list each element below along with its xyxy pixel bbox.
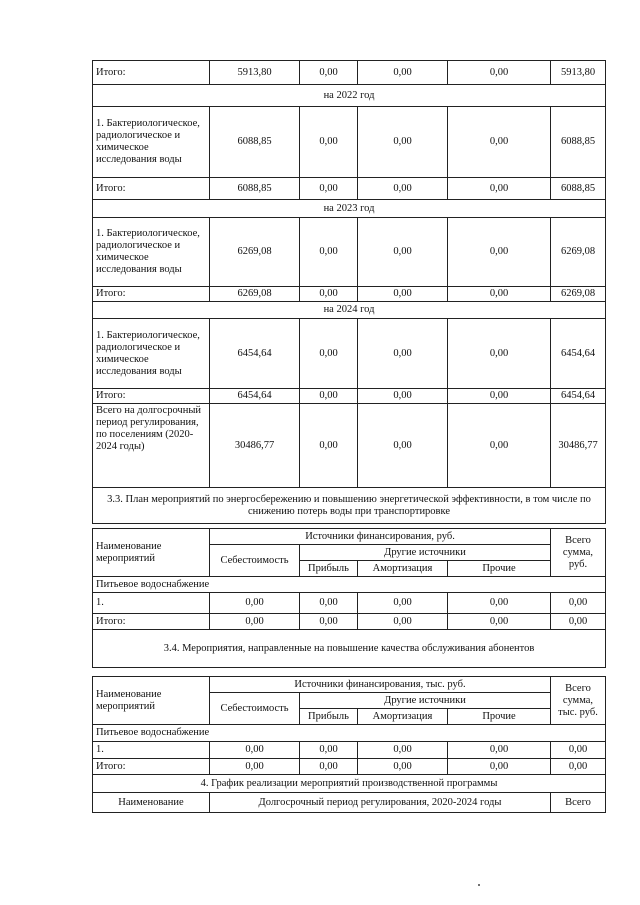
year-heading-row	[93, 85, 606, 107]
cost-value: 6088,85	[210, 107, 300, 178]
cost-value: 6088,85	[210, 178, 300, 200]
col-header-name: Наименование мероприятий	[93, 677, 210, 725]
profit-value: 0,00	[300, 319, 358, 389]
profit-value: 0,00	[300, 389, 358, 404]
profit-value: 0,00	[300, 178, 358, 200]
total-label: Итого:	[93, 178, 210, 200]
amortization-value: 0,00	[358, 593, 448, 614]
table-row	[93, 614, 606, 630]
section-heading-row	[93, 630, 606, 668]
section-3-3-heading: 3.3. План мероприятий по энергосбережению и повышению энергетической эффективности, в том числе по снижению потерь воды при транспортировке	[93, 488, 606, 524]
grand-total-label: Всего на долгосрочный период регулирования, по поселениям (2020-2024 годы)	[93, 404, 210, 488]
other-value: 0,00	[448, 319, 551, 389]
other-value: 0,00	[448, 759, 551, 775]
scan-speck	[478, 884, 480, 886]
activity-name: 1. Бактериологическое, радиологическое и химическое исследования воды	[93, 319, 210, 389]
table-row	[93, 61, 606, 85]
amortization-value: 0,00	[358, 178, 448, 200]
amortization-value: 0,00	[358, 319, 448, 389]
col-header-name: Наименование	[93, 793, 210, 813]
other-value: 0,00	[448, 593, 551, 614]
col-header-sources: Источники финансирования, тыс. руб.	[210, 677, 551, 693]
table-row	[93, 287, 606, 302]
cost-value: 5913,80	[210, 61, 300, 85]
total-value: 0,00	[551, 742, 606, 759]
other-value: 0,00	[448, 61, 551, 85]
total-value: 30486,77	[551, 404, 606, 488]
total-value: 0,00	[551, 759, 606, 775]
total-value: 0,00	[551, 593, 606, 614]
table-row	[93, 593, 606, 614]
amortization-value: 0,00	[358, 389, 448, 404]
total-value: 6269,08	[551, 218, 606, 287]
total-value: 6269,08	[551, 287, 606, 302]
col-header-total: Всего сумма, руб.	[551, 529, 606, 577]
cost-value: 6454,64	[210, 389, 300, 404]
amortization-value: 0,00	[358, 742, 448, 759]
service-quality-table	[92, 676, 606, 813]
activity-name: 1. Бактериологическое, радиологическое и химическое исследования воды	[93, 218, 210, 287]
col-header-profit: Прибыль	[300, 561, 358, 577]
profit-value: 0,00	[300, 759, 358, 775]
year-heading: на 2022 год	[93, 85, 606, 107]
profit-value: 0,00	[300, 287, 358, 302]
section-heading-row	[93, 488, 606, 524]
section-3-4-heading: 3.4. Мероприятия, направленные на повышение качества обслуживания абонентов	[93, 630, 606, 668]
profit-value: 0,00	[300, 614, 358, 630]
total-value: 6454,64	[551, 319, 606, 389]
cost-summary-table	[92, 60, 606, 524]
activity-name: 1. Бактериологическое, радиологическое и химическое исследования воды	[93, 107, 210, 178]
amortization-value: 0,00	[358, 759, 448, 775]
energy-saving-table	[92, 528, 606, 668]
year-heading: на 2023 год	[93, 200, 606, 218]
col-header-cost: Себестоимость	[210, 693, 300, 725]
col-header-total: Всего сумма, тыс. руб.	[551, 677, 606, 725]
col-header-other-sources: Другие источники	[300, 545, 551, 561]
row-label: 1.	[93, 593, 210, 614]
amortization-value: 0,00	[358, 287, 448, 302]
amortization-value: 0,00	[358, 614, 448, 630]
profit-value: 0,00	[300, 107, 358, 178]
amortization-value: 0,00	[358, 404, 448, 488]
profit-value: 0,00	[300, 218, 358, 287]
total-label: Итого:	[93, 61, 210, 85]
total-label: Итого:	[93, 389, 210, 404]
amortization-value: 0,00	[358, 107, 448, 178]
col-header-other: Прочие	[448, 709, 551, 725]
group-label: Питьевое водоснабжение	[93, 577, 606, 593]
table-row	[93, 759, 606, 775]
cost-value: 30486,77	[210, 404, 300, 488]
total-value: 5913,80	[551, 61, 606, 85]
total-label: Итого:	[93, 759, 210, 775]
cost-value: 0,00	[210, 742, 300, 759]
cost-value: 6269,08	[210, 287, 300, 302]
table-row	[93, 107, 606, 178]
col-header-name: Наименование мероприятий	[93, 529, 210, 577]
col-header-cost: Себестоимость	[210, 545, 300, 577]
col-header-other-sources: Другие источники	[300, 693, 551, 709]
other-value: 0,00	[448, 218, 551, 287]
other-value: 0,00	[448, 389, 551, 404]
year-heading: на 2024 год	[93, 302, 606, 319]
section-heading-row	[93, 775, 606, 793]
other-value: 0,00	[448, 742, 551, 759]
group-row	[93, 577, 606, 593]
section-4-heading: 4. График реализации мероприятий производственной программы	[93, 775, 606, 793]
cost-value: 6454,64	[210, 319, 300, 389]
table-row	[93, 218, 606, 287]
row-label: 1.	[93, 742, 210, 759]
col-header-period: Долгосрочный период регулирования, 2020-2024 годы	[210, 793, 551, 813]
other-value: 0,00	[448, 107, 551, 178]
col-header-total: Всего	[551, 793, 606, 813]
col-header-sources: Источники финансирования, руб.	[210, 529, 551, 545]
other-value: 0,00	[448, 178, 551, 200]
col-header-other: Прочие	[448, 561, 551, 577]
schedule-header-row	[93, 793, 606, 813]
col-header-profit: Прибыль	[300, 709, 358, 725]
profit-value: 0,00	[300, 742, 358, 759]
table-row	[93, 742, 606, 759]
cost-value: 0,00	[210, 593, 300, 614]
col-header-amortization: Амортизация	[358, 561, 448, 577]
total-value: 6454,64	[551, 389, 606, 404]
group-row	[93, 725, 606, 742]
grand-total-row	[93, 404, 606, 488]
amortization-value: 0,00	[358, 218, 448, 287]
other-value: 0,00	[448, 287, 551, 302]
col-header-amortization: Амортизация	[358, 709, 448, 725]
table-row	[93, 389, 606, 404]
cost-value: 6269,08	[210, 218, 300, 287]
year-heading-row	[93, 302, 606, 319]
profit-value: 0,00	[300, 593, 358, 614]
other-value: 0,00	[448, 614, 551, 630]
total-label: Итого:	[93, 287, 210, 302]
total-value: 6088,85	[551, 107, 606, 178]
table-row	[93, 178, 606, 200]
group-label: Питьевое водоснабжение	[93, 725, 606, 742]
table-row	[93, 319, 606, 389]
total-label: Итого:	[93, 614, 210, 630]
total-value: 6088,85	[551, 178, 606, 200]
year-heading-row	[93, 200, 606, 218]
profit-value: 0,00	[300, 61, 358, 85]
profit-value: 0,00	[300, 404, 358, 488]
amortization-value: 0,00	[358, 61, 448, 85]
total-value: 0,00	[551, 614, 606, 630]
cost-value: 0,00	[210, 614, 300, 630]
other-value: 0,00	[448, 404, 551, 488]
cost-value: 0,00	[210, 759, 300, 775]
